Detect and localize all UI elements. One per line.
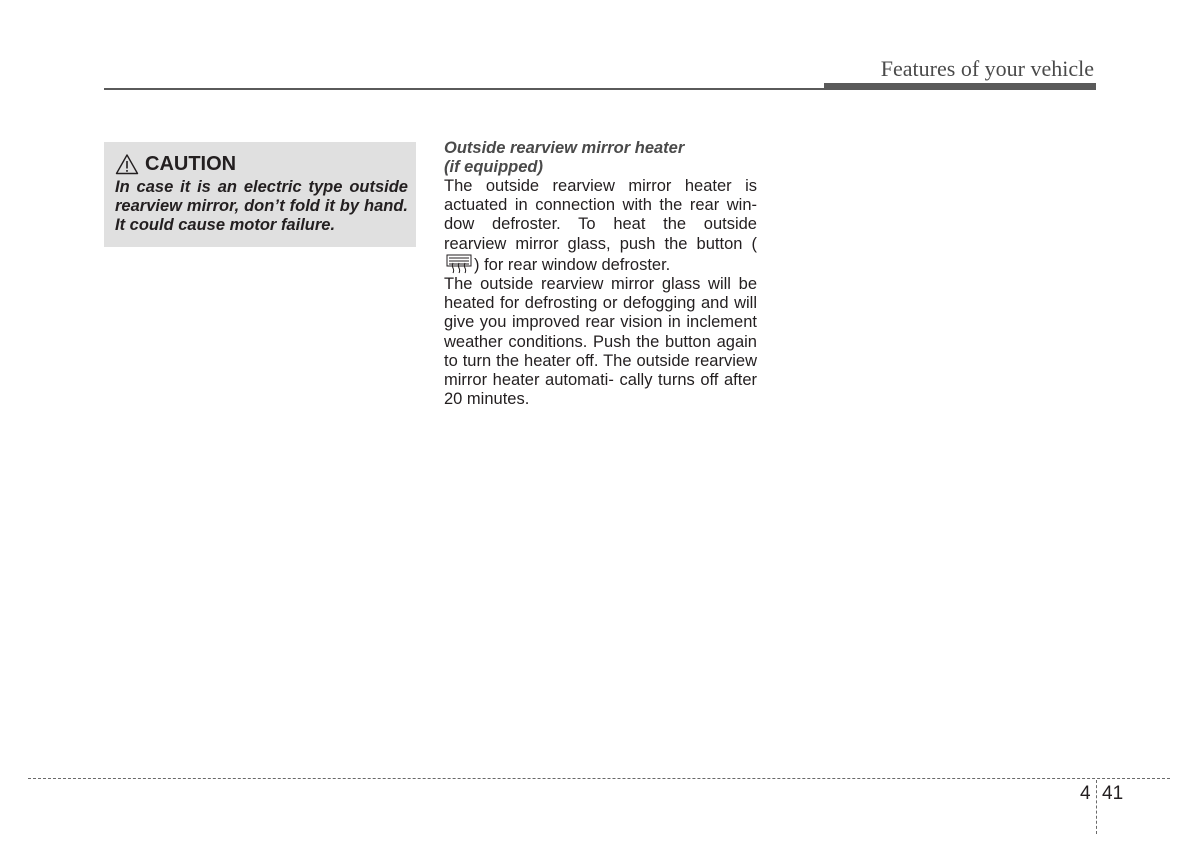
paragraph-line: heated for defrosting or defogging and [444, 294, 729, 313]
section-heading [444, 139, 757, 177]
paragraph-heater-activation [444, 177, 757, 275]
caution-line: rearview mirror, don’t fold it by [115, 197, 360, 215]
mirror-heater-section [444, 139, 757, 409]
paragraph-line: will give you improved rear vision in [444, 294, 757, 332]
rear-defroster-icon [446, 254, 472, 274]
paragraph-line-open: ( [751, 234, 757, 253]
header-rule [104, 88, 824, 90]
paragraph-line: The outside rearview mirror glass will be [444, 275, 757, 294]
caution-line: In case it is an electric type outside [115, 178, 408, 196]
paragraph-line: cally turns off after 20 minutes. [444, 371, 757, 409]
section-number: 4 [1080, 783, 1091, 804]
page-number: 41 [1102, 783, 1124, 804]
section-heading-line: (if equipped) [444, 158, 543, 176]
paragraph-line: dow defroster. To heat the outside [444, 215, 757, 234]
paragraph-line: inclement weather conditions. Push the [444, 313, 757, 351]
warning-triangle-icon [115, 153, 139, 175]
paragraph-line: button again to turn the heater off. The [444, 332, 757, 370]
paragraph-line: The outside rearview mirror heater is [444, 177, 757, 195]
paragraph-line-close: ) for rear window defroster. [474, 255, 671, 274]
section-heading-line: Outside rearview mirror heater [444, 139, 685, 157]
caution-heading [115, 151, 408, 177]
caution-box [104, 142, 416, 247]
footer-divider [1096, 780, 1097, 834]
caution-text [115, 178, 408, 235]
caution-line: hand. It could cause motor failure. [115, 197, 408, 234]
footer-rule [28, 778, 1170, 779]
header-title: Features of your vehicle [880, 56, 1094, 81]
paragraph-line: rearview mirror glass, push the button [444, 234, 743, 253]
paragraph-heater-behavior [444, 275, 757, 409]
caution-title: CAUTION [145, 152, 237, 175]
paragraph-line: actuated in connection with the rear win- [444, 196, 757, 215]
header-rule-accent [824, 83, 1096, 90]
paragraph-line: outside rearview mirror heater automati- [444, 351, 757, 390]
